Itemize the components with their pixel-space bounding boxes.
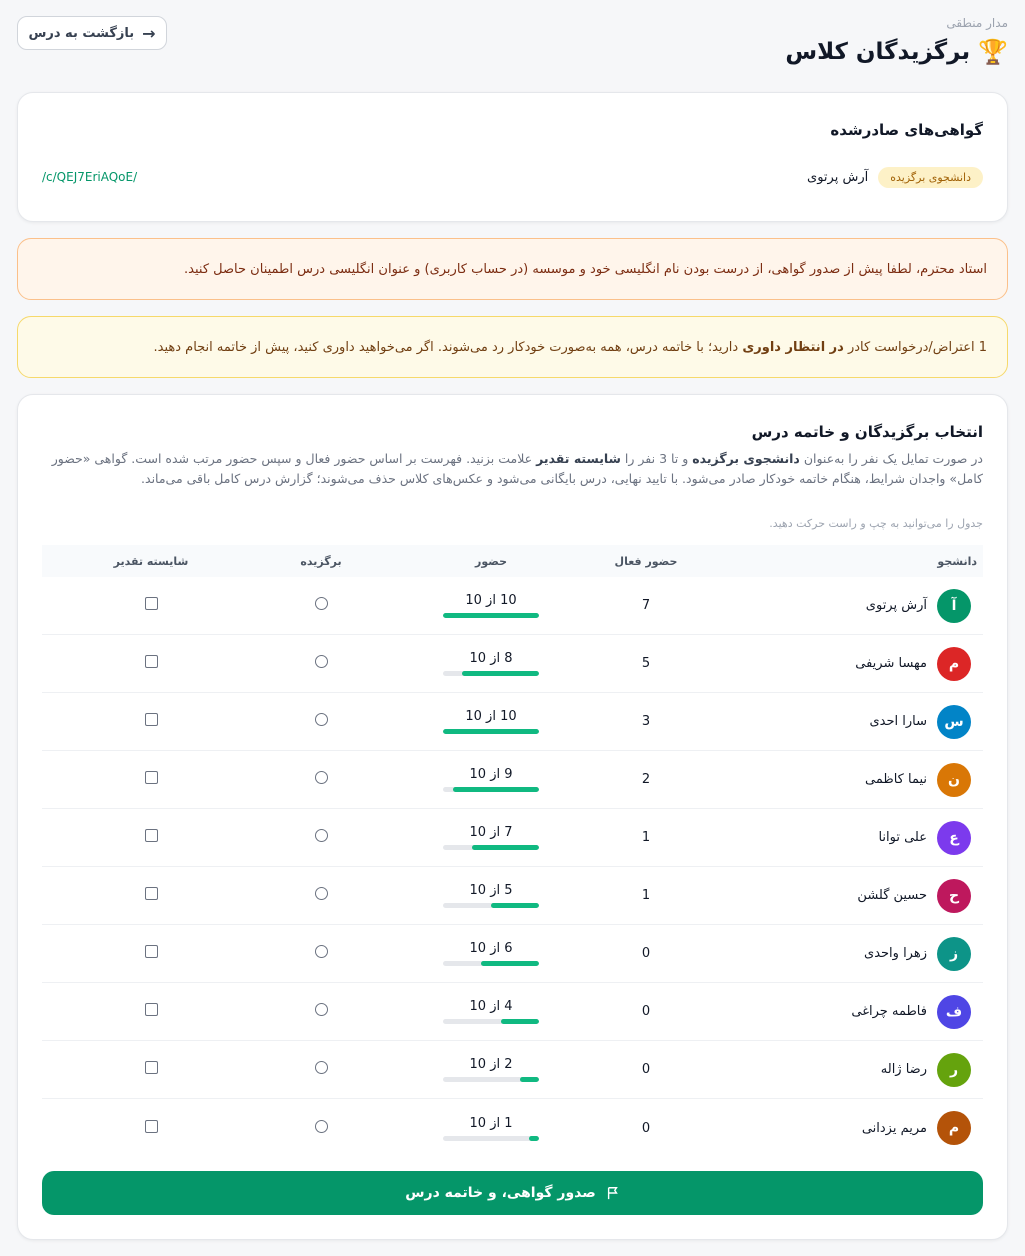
attendance-cell: [391, 1057, 591, 1082]
attendance-progress-fill: [443, 613, 539, 618]
merit-cell: [51, 1003, 251, 1020]
active-attendance-value: 1: [641, 888, 651, 903]
merit-checkbox[interactable]: [145, 1003, 158, 1016]
avatar: ح: [937, 879, 971, 913]
merit-checkbox[interactable]: [145, 597, 158, 610]
favorite-radio[interactable]: [315, 713, 328, 726]
merit-cell: [51, 655, 251, 672]
student-cell: [701, 995, 983, 1029]
merit-cell: [51, 887, 251, 904]
student-name: حسین گلشن: [857, 888, 927, 903]
attendance-cell: [391, 941, 591, 966]
attendance-progress-bar: [443, 613, 539, 618]
table-body: [42, 577, 983, 1157]
desc-part-1: در صورت تمایل یک نفر را به‌عنوان: [799, 451, 983, 466]
avatar: آ: [937, 589, 971, 623]
merit-checkbox[interactable]: [145, 945, 158, 958]
merit-cell: [51, 771, 251, 788]
english-name-warning: [17, 238, 1008, 300]
table-row: [42, 1041, 983, 1099]
student-name: فاطمه چراغی: [851, 1004, 927, 1019]
trophy-icon: 🏆: [978, 38, 1008, 66]
avatar: ف: [937, 995, 971, 1029]
favorite-radio[interactable]: [315, 1003, 328, 1016]
merit-checkbox[interactable]: [145, 655, 158, 668]
favorite-cell: [251, 945, 391, 962]
student-cell: [701, 1111, 983, 1145]
attendance-cell: [391, 651, 591, 676]
table-row: [42, 635, 983, 693]
avatar: س: [937, 705, 971, 739]
merit-checkbox[interactable]: [145, 1120, 158, 1133]
merit-checkbox[interactable]: [145, 829, 158, 842]
pending-review-warning-text: [153, 340, 987, 355]
attendance-progress-bar: [443, 729, 539, 734]
col-attendance: حضور: [475, 554, 507, 568]
favorite-cell: [251, 771, 391, 788]
selection-description: [42, 449, 983, 489]
page-title-text: برگزیدگان کلاس: [785, 39, 971, 65]
certificate-link[interactable]: /c/QEJ7EriAQoE/: [42, 170, 138, 184]
merit-cell: [51, 945, 251, 962]
col-merit: شایسته تقدیر: [113, 554, 189, 568]
col-favorite: برگزیده: [300, 554, 342, 568]
attendance-progress-bar: [443, 845, 539, 850]
attendance-progress-bar: [443, 671, 539, 676]
attendance-cell: [391, 825, 591, 850]
favorite-radio[interactable]: [315, 829, 328, 842]
merit-checkbox[interactable]: [145, 887, 158, 900]
favorite-radio[interactable]: [315, 945, 328, 958]
student-name: سارا احدی: [869, 714, 927, 729]
issued-certificates-title: گواهی‌های صادرشده: [830, 121, 983, 139]
desc-part-2: و تا 3 نفر را: [620, 451, 693, 466]
students-table[interactable]: [42, 545, 983, 1157]
active-attendance-value: 0: [641, 1062, 651, 1077]
page-header: [17, 16, 1008, 76]
attendance-progress-fill: [529, 1136, 539, 1141]
attendance-value: 9 از 10: [469, 767, 513, 782]
attendance-progress-bar: [443, 1077, 539, 1082]
student-cell: [701, 879, 983, 913]
attendance-progress-fill: [462, 671, 539, 676]
avatar: م: [937, 647, 971, 681]
avatar: ن: [937, 763, 971, 797]
student-name: علی توانا: [878, 830, 927, 845]
issue-and-close-label: صدور گواهی، و خاتمه درس: [405, 1185, 596, 1201]
student-cell: [701, 589, 983, 623]
attendance-value: 7 از 10: [469, 825, 513, 840]
table-row: [42, 925, 983, 983]
table-row: [42, 867, 983, 925]
avatar: ر: [937, 1053, 971, 1087]
table-row: [42, 983, 983, 1041]
active-attendance-value: 1: [641, 830, 651, 845]
active-attendance-value: 3: [641, 714, 651, 729]
page-title: [785, 38, 1008, 66]
attendance-progress-fill: [453, 787, 539, 792]
table-row: [42, 809, 983, 867]
attendance-value: 10 از 10: [465, 709, 517, 724]
student-name: مهسا شریفی: [855, 656, 927, 671]
active-attendance-value: 0: [641, 946, 651, 961]
attendance-progress-fill: [520, 1077, 539, 1082]
favorite-cell: [251, 1120, 391, 1137]
merit-cell: [51, 597, 251, 614]
attendance-progress-fill: [481, 961, 539, 966]
attendance-cell: [391, 709, 591, 734]
attendance-value: 1 از 10: [469, 1115, 513, 1131]
favorite-cell: [251, 597, 391, 614]
issued-certificates-card: [17, 92, 1008, 222]
student-name: آرش پرتوی: [865, 598, 927, 613]
certificate-student-name: آرش پرتوی: [807, 169, 869, 185]
table-row: [42, 693, 983, 751]
merit-checkbox[interactable]: [145, 1061, 158, 1074]
col-student: دانشجو: [937, 554, 977, 568]
attendance-progress-fill: [491, 903, 539, 908]
favorite-cell: [251, 1061, 391, 1078]
pending-review-pre: 1 اعتراض/درخواست کادر: [843, 339, 987, 355]
attendance-progress-bar: [443, 1136, 539, 1141]
student-name: نیما کاظمی: [865, 772, 927, 787]
student-cell: [701, 1053, 983, 1087]
favorite-radio[interactable]: [315, 1120, 328, 1133]
favorite-radio[interactable]: [315, 655, 328, 668]
issue-and-close-button[interactable]: [42, 1171, 983, 1215]
student-cell: [701, 705, 983, 739]
attendance-value: 10 از 10: [465, 593, 517, 608]
attendance-cell: [391, 883, 591, 908]
pending-review-warning: [17, 316, 1008, 378]
table-scroll-hint: جدول را می‌توانید به چپ و راست حرکت دهید.: [769, 517, 983, 530]
student-name: مریم یزدانی: [861, 1120, 927, 1136]
favorite-radio[interactable]: [315, 1061, 328, 1074]
student-cell: [701, 937, 983, 971]
student-name: رضا ژاله: [880, 1062, 927, 1077]
student-cell: [701, 763, 983, 797]
merit-checkbox[interactable]: [145, 771, 158, 784]
avatar: ع: [937, 821, 971, 855]
merit-cell: [51, 1061, 251, 1078]
attendance-value: 2 از 10: [469, 1057, 513, 1072]
arrow-right-icon: →: [142, 23, 156, 43]
back-to-course-button[interactable]: [17, 16, 167, 50]
attendance-progress-bar: [443, 1019, 539, 1024]
attendance-cell: [391, 999, 591, 1024]
favorite-cell: [251, 829, 391, 846]
winners-selection-card: [17, 394, 1008, 1240]
attendance-progress-fill: [501, 1019, 539, 1024]
merit-cell: [51, 829, 251, 846]
attendance-progress-bar: [443, 903, 539, 908]
attendance-progress-bar: [443, 961, 539, 966]
active-attendance-value: 0: [641, 1004, 651, 1019]
favorite-cell: [251, 1003, 391, 1020]
favorite-cell: [251, 713, 391, 730]
certificate-row: [42, 165, 983, 189]
favorite-radio[interactable]: [315, 771, 328, 784]
attendance-value: 5 از 10: [469, 883, 513, 898]
table-row: [42, 751, 983, 809]
favorite-cell: [251, 655, 391, 672]
student-cell: [701, 821, 983, 855]
pending-review-post: دارید؛ با خاتمه درس، همه به‌صورت خودکار رد می‌شوند. اگر می‌خواهید داوری کنید، پیش از خاتمه انجام دهید.: [153, 339, 743, 355]
avatar: م: [937, 1111, 971, 1145]
attendance-value: 8 از 10: [469, 651, 513, 666]
merit-checkbox[interactable]: [145, 713, 158, 726]
active-attendance-value: 0: [641, 1120, 651, 1136]
attendance-value: 4 از 10: [469, 999, 513, 1014]
student-cell: [701, 647, 983, 681]
attendance-progress-fill: [443, 729, 539, 734]
table-row: [42, 1099, 983, 1157]
attendance-cell: [391, 767, 591, 792]
flag-icon: [606, 1186, 620, 1200]
table-header: [42, 545, 983, 577]
selection-title: انتخاب برگزیدگان و خاتمه درس: [751, 423, 983, 441]
desc-bold-2: شایسته تقدیر: [536, 451, 621, 466]
attendance-progress-bar: [443, 787, 539, 792]
avatar: ز: [937, 937, 971, 971]
desc-part-3: علامت بزنید. فهرست بر اساس حضور فعال و سپس حضور مرتب شده است. گواهی «حضور کامل» واجدان شرایط، هنگام خاتمه خودکار صادر می‌شود. با تایید نهایی، درس بایگانی می‌شود و عکس‌های کلاس حذف می‌شوند؛ گزارش درس کامل باقی می‌ماند.: [51, 451, 983, 486]
attendance-value: 6 از 10: [469, 941, 513, 956]
merit-cell: [51, 713, 251, 730]
merit-cell: [51, 1120, 251, 1137]
english-name-warning-text: استاد محترم، لطفا پیش از صدور گواهی، از درست بودن نام انگلیسی خود و موسسه (در حساب کاربری) و عنوان انگلیسی درس اطمینان حاصل کنید.: [184, 261, 987, 277]
favorite-radio[interactable]: [315, 887, 328, 900]
pending-review-bold: در انتظار داوری: [742, 339, 844, 355]
student-name: زهرا واحدی: [864, 946, 927, 961]
active-attendance-value: 7: [641, 598, 651, 613]
table-row: [42, 577, 983, 635]
desc-bold-1: دانشجوی برگزیده: [692, 451, 800, 466]
certificate-badge: دانشجوی برگزیده: [878, 167, 983, 188]
col-active-attendance: حضور فعال: [614, 554, 678, 568]
active-attendance-value: 5: [641, 656, 651, 671]
attendance-progress-fill: [472, 845, 539, 850]
attendance-cell: [391, 1116, 591, 1141]
active-attendance-value: 2: [641, 772, 651, 787]
favorite-radio[interactable]: [315, 597, 328, 610]
back-to-course-label: بازگشت به درس: [28, 25, 135, 41]
breadcrumb[interactable]: مدار منطقی: [946, 16, 1008, 30]
favorite-cell: [251, 887, 391, 904]
attendance-cell: [391, 593, 591, 618]
